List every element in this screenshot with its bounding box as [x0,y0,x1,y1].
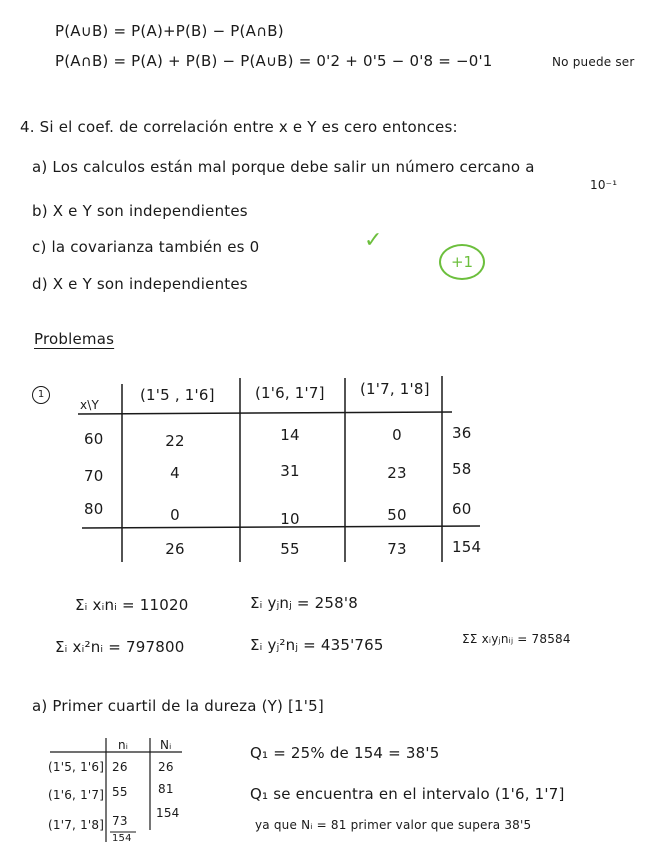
table-cell: 0 [392,426,402,444]
column-total: 73 [387,540,407,558]
grand-total: 154 [452,538,482,556]
q1-calculation: Q₁ = 25% de 154 = 38'5 [250,744,440,762]
interval-label: (1'6, 1'7] [48,788,105,802]
q1-reason: ya que Nᵢ = 81 primer valor que supera 38'5 [255,818,532,832]
not-possible-note: No puede ser [552,55,635,69]
union-formula: P(A∪B) = P(A)+P(B) − P(A∩B) [55,22,284,40]
option-d: d) X e Y son independientes [32,275,248,293]
row-x-value: 60 [84,430,104,448]
check-mark-icon: ✓ [364,228,383,253]
table-cell: 22 [165,432,185,450]
row-x-value: 80 [84,500,104,518]
table-cell: 0 [170,506,180,524]
ni-value: 26 [112,760,128,774]
interval-label: (1'5, 1'6] [48,760,105,774]
part-a-title: a) Primer cuartil de la dureza (Y) [1'5] [32,697,324,715]
column-total: 55 [280,540,300,558]
q1-interval: Q₁ se encuentra en el intervalo (1'6, 1'7] [250,785,565,803]
ni-value: 55 [112,785,128,799]
option-c: c) la covarianza también es 0 [32,238,260,256]
Ni-value: 154 [156,806,180,820]
sum-xiyj-nij: ΣΣ xᵢyⱼnᵢⱼ = 78584 [462,632,571,646]
Ni-value: 26 [158,760,174,774]
table-cell: 14 [280,426,300,444]
sum-xi2-ni: Σᵢ xᵢ²nᵢ = 797800 [55,638,185,656]
Ni-value: 81 [158,782,174,796]
column-header: (1'6, 1'7] [255,384,325,402]
option-b: b) X e Y son independientes [32,202,248,220]
sum-yj2-nj: Σᵢ yⱼ²nⱼ = 435'765 [250,636,384,654]
option-a-suffix: 10⁻¹ [590,178,618,192]
table-cell: 23 [387,464,407,482]
row-total: 60 [452,500,472,518]
table-corner: x\Y [80,398,100,412]
column-header: (1'5 , 1'6] [140,386,215,404]
intersection-formula: P(A∩B) = P(A) + P(B) − P(A∪B) = 0'2 + 0'5 − 0'8 = −0'1 [55,52,493,70]
table-cell: 4 [170,464,180,482]
row-total: 36 [452,424,472,442]
interval-label: (1'7, 1'8] [48,818,105,832]
table-cell: 10 [280,510,300,528]
score-badge: +1 [439,244,485,280]
sum-xi-ni: Σᵢ xᵢnᵢ = 11020 [75,596,189,614]
table-cell: 31 [280,462,300,480]
ni-value: 73 [112,814,128,828]
table-cell: 50 [387,506,407,524]
column-total: 26 [165,540,185,558]
row-x-value: 70 [84,467,104,485]
column-header: (1'7, 1'8] [360,380,430,398]
section-title: Problemas [34,330,115,348]
option-a: a) Los calculos están mal porque debe salir un número cercano a [32,158,535,176]
question-prompt: 4. Si el coef. de correlación entre x e Y es cero entonces: [20,118,458,136]
ni-header: nᵢ [118,738,129,752]
problem-number: 1 [32,386,50,404]
ni-total: 154 [112,833,132,844]
Ni-header: Nᵢ [160,738,172,752]
sum-yj-nj: Σᵢ yⱼnⱼ = 258'8 [250,594,358,612]
row-total: 58 [452,460,472,478]
